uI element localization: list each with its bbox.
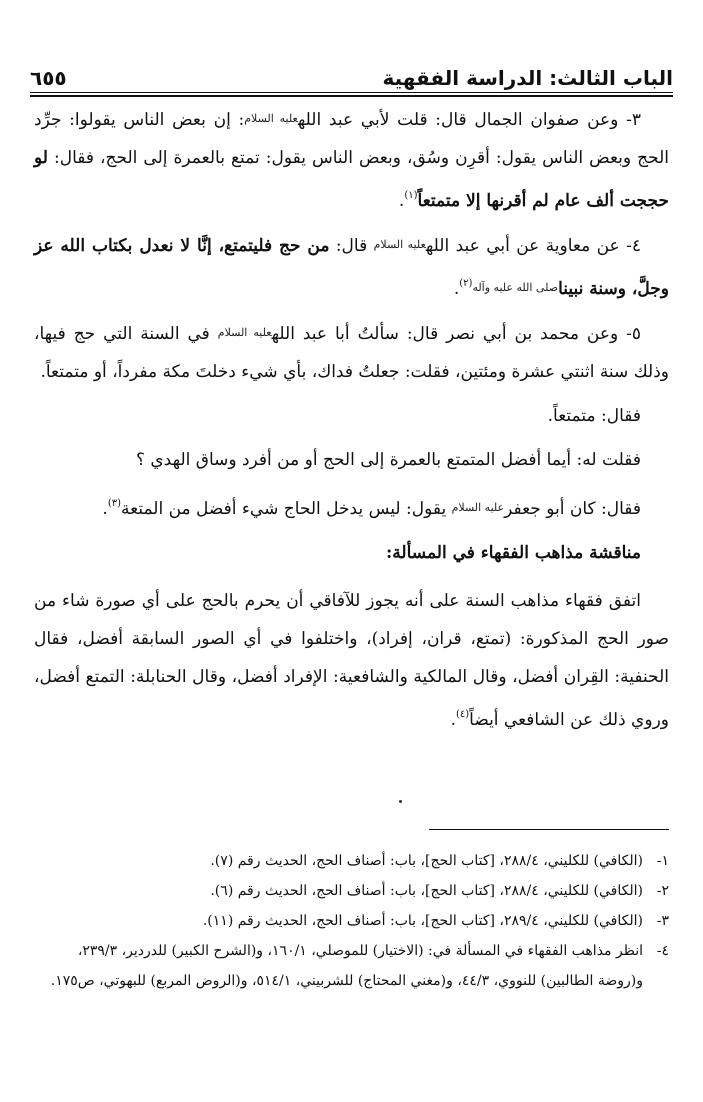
footnote-number: ٤-	[656, 943, 669, 959]
footnote-separator	[429, 829, 669, 830]
paragraph-text: .	[453, 279, 460, 299]
paragraph-6: فقال: متمتعاً.	[547, 406, 641, 426]
section-heading: مناقشة مذاهب الفقهاء في المسألة:	[386, 543, 641, 563]
paragraph-text: .	[398, 191, 405, 211]
page-number: ٦٥٥	[30, 66, 67, 90]
paragraph-7: فقلت له: أيما أفضل المتمتع بالعمرة إلى الحج أو من أفرد وساق الهدي ؟	[135, 450, 641, 470]
paragraph-4	[34, 226, 669, 308]
paragraph-3	[34, 100, 669, 220]
paragraph-text: .	[102, 499, 108, 519]
honorific-glyph: عليه السلام	[217, 326, 272, 339]
footnote-text: انظر مذاهب الفقهاء في المسألة في: (الاختيار) للموصلي، ١٦٠/١، و(الشرح الكبير) للدردير، ٢٣٩/٣، و(روضة الطالبين) للنووي، ٤٤/٣، و(مغني المحتاج) للشربيني، ٥١٤/١، و(الروض المربع) للبهوتي، ص١٧٥.	[50, 943, 643, 989]
footnote-text: (الكافي) للكليني، ٢٨٩/٤، [كتاب الحج]، باب: أصناف الحج، الحديث رقم (١١).	[202, 913, 643, 929]
paragraph-text: ٥- وعن محمد بن أبي نصر قال: سألتُ أبا عبد الله	[271, 324, 642, 344]
footnote-ref[interactable]: (٣)	[107, 498, 122, 509]
footnote-3	[34, 906, 669, 936]
honorific-glyph: عليه السلام	[244, 112, 298, 125]
paragraph-text: في السنة التي حج فيها، وذلك سنة اثنتي عشرة ومئتين، فقلت: جعلتُ فداك، بأي شيء دخلتَ مكة مفرداً، أو متمتعاً.	[34, 324, 669, 382]
footnotes	[34, 846, 669, 996]
footnote-text: (الكافي) للكليني، ٢٨٨/٤، [كتاب الحج]، باب: أصناف الحج، الحديث رقم (٧).	[210, 853, 643, 869]
bold-quote: من حج فليتمتع، إنَّا لا نعدل بكتاب الله عز وجلَّ، وسنة نبينا	[34, 236, 669, 299]
footnote-number: ١-	[656, 853, 669, 869]
header-rule	[30, 92, 673, 97]
paragraph-text: .	[450, 710, 456, 730]
footnote-1	[34, 846, 669, 876]
honorific-glyph: عليه السلام	[373, 238, 426, 251]
paragraph-text: : إن بعض الناس يقولوا: جرِّد الحج وبعض الناس يقول: أقرِن وسُق، وبعض الناس يقول: تمتع بالعمرة إلى الحج، فقال:	[34, 110, 669, 168]
footnote-ref[interactable]: (٤)	[455, 709, 470, 720]
paragraph-text: ٤- عن معاوية عن أبي عبد الله	[425, 236, 641, 256]
paragraph-text: ٣- وعن صفوان الجمال قال: قلت لأبي عبد الله	[297, 110, 641, 130]
paragraph-text: اتفق فقهاء مذاهب السنة على أنه يجوز للآفاقي أن يحرم بالحج على أي صورة شاء من صور الحج المذكورة: (تمتع، قران، إفراد)، واختلفوا في أي الصور السابقة أفضل، فقال الحنفية: القِران أفضل، وقال المالكية والشافعية: الإفراد أفضل، وقال الحنابلة: التمتع أفضل، وروي ذلك عن الشافعي أيضاً	[34, 591, 669, 730]
footnote-number: ٢-	[656, 883, 669, 899]
bold-quote: لو حججت ألف عام لم أقرنها إلا متمتعاً	[34, 148, 669, 211]
footnote-text: (الكافي) للكليني، ٢٨٨/٤، [كتاب الحج]، باب: أصناف الحج، الحديث رقم (٦).	[210, 883, 643, 899]
honorific-glyph: عليه السلام	[451, 501, 505, 514]
paragraph-5	[34, 314, 669, 391]
footnote-number: ٣-	[656, 913, 669, 929]
main-text	[34, 100, 669, 745]
footnote-2	[34, 876, 669, 906]
footnote-ref[interactable]: (١)	[404, 190, 418, 201]
footnote-4	[34, 936, 669, 996]
paragraph-text: فقال: كان أبو جعفر	[504, 499, 641, 519]
chapter-title: الباب الثالث: الدراسة الفقهية	[382, 66, 673, 90]
running-header	[30, 56, 673, 90]
paragraph-text: قال:	[329, 236, 374, 256]
stray-dot	[399, 800, 402, 803]
paragraph-text: يقول: ليس يدخل الحاج شيء أفضل من المتعة	[121, 499, 452, 519]
footnote-ref[interactable]: (٢)	[459, 278, 473, 289]
paragraph-9	[34, 582, 669, 739]
paragraph-8	[34, 485, 669, 528]
prophet-honorific-glyph: صلى الله عليه وآله	[472, 281, 559, 294]
